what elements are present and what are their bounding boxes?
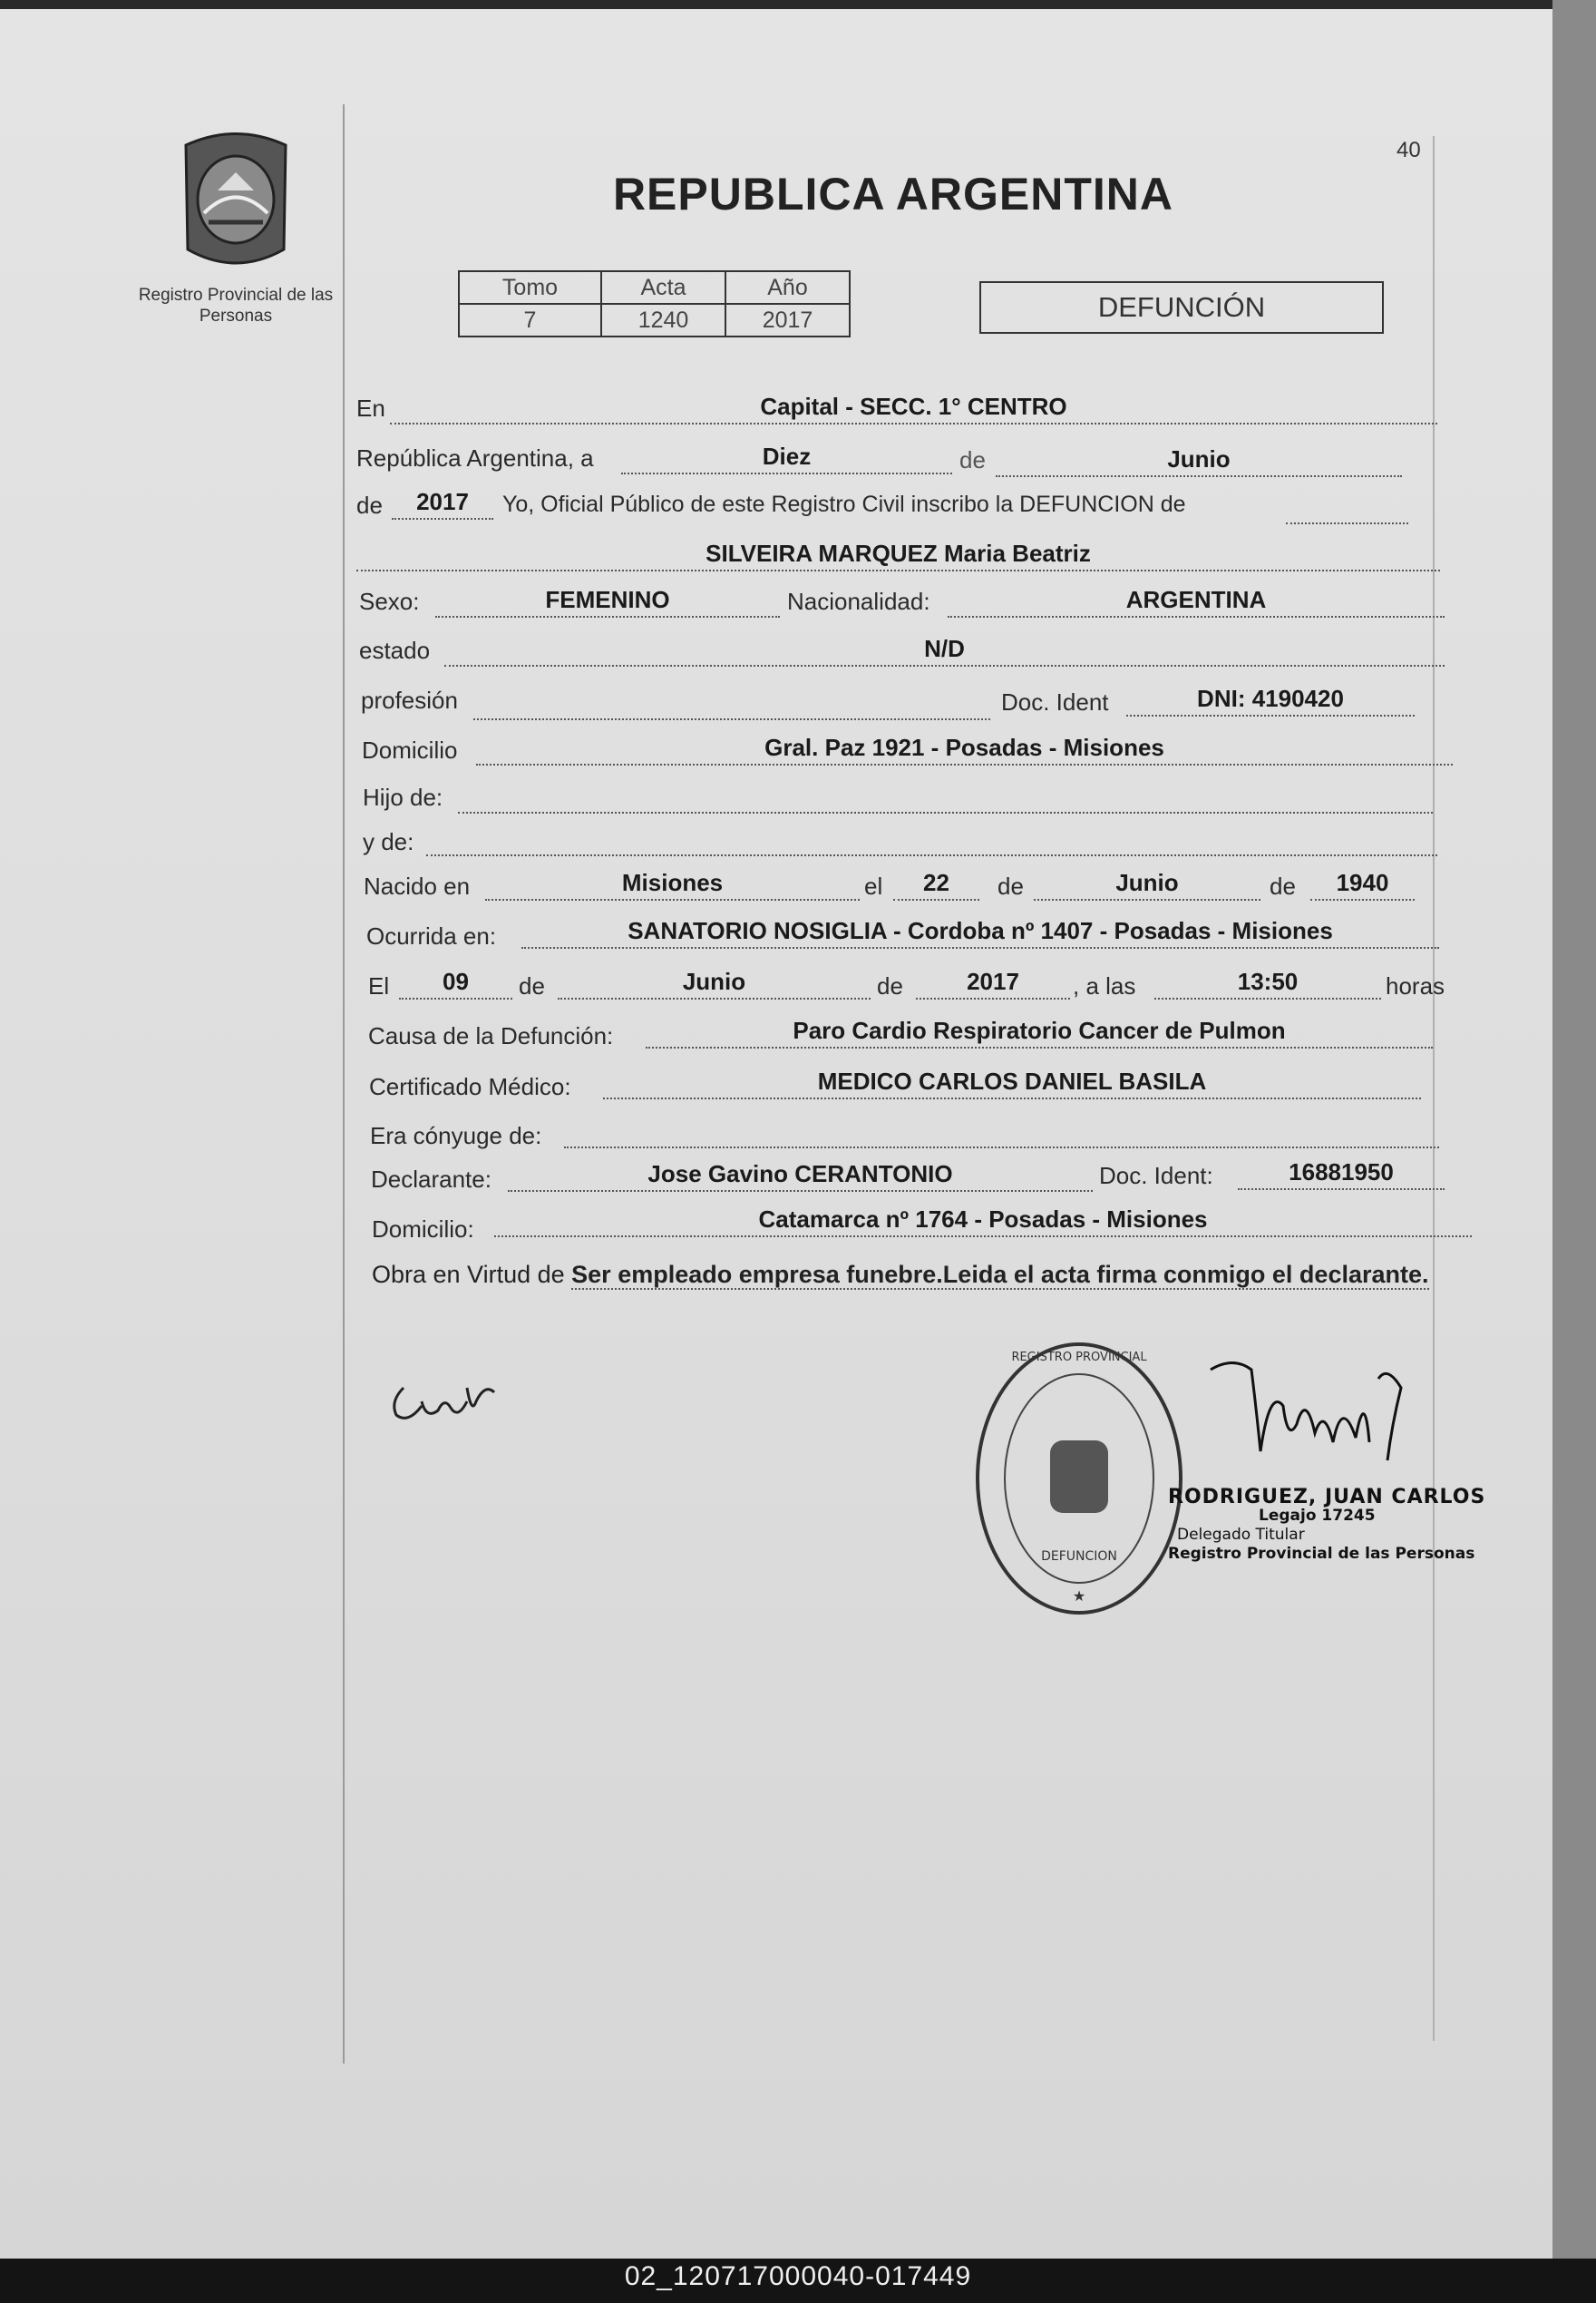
birth-place-value: Misiones bbox=[485, 868, 860, 901]
death-month-value: Junio bbox=[558, 967, 871, 1000]
de2-label: de bbox=[356, 492, 383, 519]
acta-value: 1240 bbox=[601, 304, 725, 337]
deceased-name: SILVEIRA MARQUEZ Maria Beatriz bbox=[356, 539, 1440, 571]
birth-year-value: 1940 bbox=[1310, 868, 1415, 901]
estado-value: N/D bbox=[444, 634, 1445, 667]
signatory-role: Delegado Titular bbox=[1177, 1526, 1305, 1544]
hijo-line bbox=[458, 810, 1433, 814]
domicilio2-label: Domicilio: bbox=[372, 1215, 474, 1243]
certificate-value: MEDICO CARLOS DANIEL BASILA bbox=[603, 1067, 1421, 1099]
declarante-label: Declarante: bbox=[371, 1166, 491, 1193]
month-value: Junio bbox=[996, 444, 1402, 477]
doc-ident-value: DNI: 4190420 bbox=[1126, 684, 1415, 717]
signatory-name: RODRIGUEZ, JUAN CARLOS bbox=[1168, 1486, 1486, 1508]
yde-label: y de: bbox=[363, 828, 414, 855]
death-day-value: 09 bbox=[399, 967, 512, 1000]
republica-label: República Argentina, a bbox=[356, 444, 594, 472]
alas-label: , a las bbox=[1073, 972, 1136, 1000]
conyuge-label: Era cónyuge de: bbox=[370, 1122, 542, 1149]
record-table bbox=[458, 270, 851, 337]
declarant-address-value: Catamarca nº 1764 - Posadas - Misiones bbox=[494, 1205, 1472, 1237]
profesion-label: profesión bbox=[361, 687, 458, 714]
scan-right-edge bbox=[1552, 0, 1596, 2259]
declarant-doc-value: 16881950 bbox=[1238, 1157, 1445, 1190]
sexo-value: FEMENINO bbox=[435, 585, 780, 618]
horas-label: horas bbox=[1386, 972, 1445, 1000]
causa-label: Causa de la Defunción: bbox=[368, 1022, 614, 1049]
official-statement: Yo, Oficial Público de este Registro Civil inscribo la DEFUNCION de bbox=[502, 492, 1186, 517]
obra-value: Ser empleado empresa funebre.Leida el acta firma conmigo el declarante. bbox=[571, 1261, 1429, 1288]
place-value: Capital - SECC. 1° CENTRO bbox=[390, 392, 1437, 424]
de5-label: de bbox=[519, 972, 545, 1000]
estado-label: estado bbox=[359, 637, 431, 664]
svg-text:★: ★ bbox=[1072, 1587, 1086, 1605]
provincial-emblem-icon bbox=[177, 127, 295, 272]
certificado-label: Certificado Médico: bbox=[369, 1073, 571, 1100]
de-label: de bbox=[959, 446, 986, 473]
nacionalidad-value: ARGENTINA bbox=[948, 585, 1445, 618]
profesion-line bbox=[473, 717, 990, 720]
declarant-value: Jose Gavino CERANTONIO bbox=[508, 1159, 1093, 1192]
page-number: 40 bbox=[1396, 138, 1421, 162]
occurrence-place-value: SANATORIO NOSIGLIA - Cordoba nº 1407 - Posadas - Misiones bbox=[521, 916, 1439, 949]
en-label: En bbox=[356, 395, 385, 422]
file-id: 02_120717000040-017449 bbox=[624, 2261, 972, 2291]
birth-month-value: Junio bbox=[1034, 868, 1260, 901]
tomo-header: Tomo bbox=[459, 271, 601, 304]
signatory-office: Registro Provincial de las Personas bbox=[1168, 1545, 1475, 1563]
anio-value: 2017 bbox=[725, 304, 850, 337]
dots-line bbox=[1286, 521, 1408, 524]
doc2-label: Doc. Ident: bbox=[1099, 1162, 1213, 1189]
registry-name: Registro Provincial de las Personas bbox=[138, 286, 334, 326]
record-type-box: DEFUNCIÓN bbox=[979, 281, 1384, 334]
de3-label: de bbox=[998, 873, 1024, 900]
day-words-value: Diez bbox=[621, 442, 952, 474]
signatory-block bbox=[1168, 1488, 1494, 1564]
document-page bbox=[0, 9, 1552, 2259]
nacido-label: Nacido en bbox=[364, 873, 471, 900]
left-margin-line bbox=[343, 104, 345, 2064]
obra-statement bbox=[372, 1254, 1474, 1295]
signature-icon bbox=[1206, 1352, 1478, 1488]
hijo-label: Hijo de: bbox=[363, 784, 443, 811]
year-value: 2017 bbox=[392, 487, 493, 520]
domicilio-value: Gral. Paz 1921 - Posadas - Misiones bbox=[476, 733, 1453, 766]
cause-value: Paro Cardio Respiratorio Cancer de Pulmon bbox=[646, 1016, 1433, 1049]
document-title: REPUBLICA ARGENTINA bbox=[612, 169, 1174, 220]
acta-header: Acta bbox=[601, 271, 725, 304]
handwritten-initials-icon bbox=[385, 1352, 530, 1433]
death-time-value: 13:50 bbox=[1154, 967, 1381, 1000]
svg-text:DEFUNCION: DEFUNCION bbox=[1041, 1549, 1117, 1564]
nacionalidad-label: Nacionalidad: bbox=[787, 588, 930, 615]
conyuge-line bbox=[564, 1145, 1439, 1148]
el2-label: El bbox=[368, 972, 390, 1000]
tomo-value: 7 bbox=[459, 304, 601, 337]
el-label: el bbox=[864, 873, 883, 900]
yde-line bbox=[426, 853, 1437, 856]
svg-text:REGISTRO PROVINCIAL: REGISTRO PROVINCIAL bbox=[1011, 1351, 1147, 1364]
birth-day-value: 22 bbox=[893, 868, 979, 901]
de4-label: de bbox=[1270, 873, 1296, 900]
ocurrida-label: Ocurrida en: bbox=[366, 922, 497, 950]
death-year-value: 2017 bbox=[916, 967, 1070, 1000]
obra-label: Obra en Virtud de bbox=[372, 1261, 565, 1288]
signatory-legajo: Legajo 17245 bbox=[1259, 1507, 1376, 1525]
doc-ident-label: Doc. Ident bbox=[1001, 688, 1109, 716]
domicilio-label: Domicilio bbox=[362, 737, 458, 764]
anio-header: Año bbox=[725, 271, 850, 304]
sexo-label: Sexo: bbox=[359, 588, 420, 615]
official-stamp-icon bbox=[970, 1333, 1188, 1624]
de6-label: de bbox=[877, 972, 903, 1000]
